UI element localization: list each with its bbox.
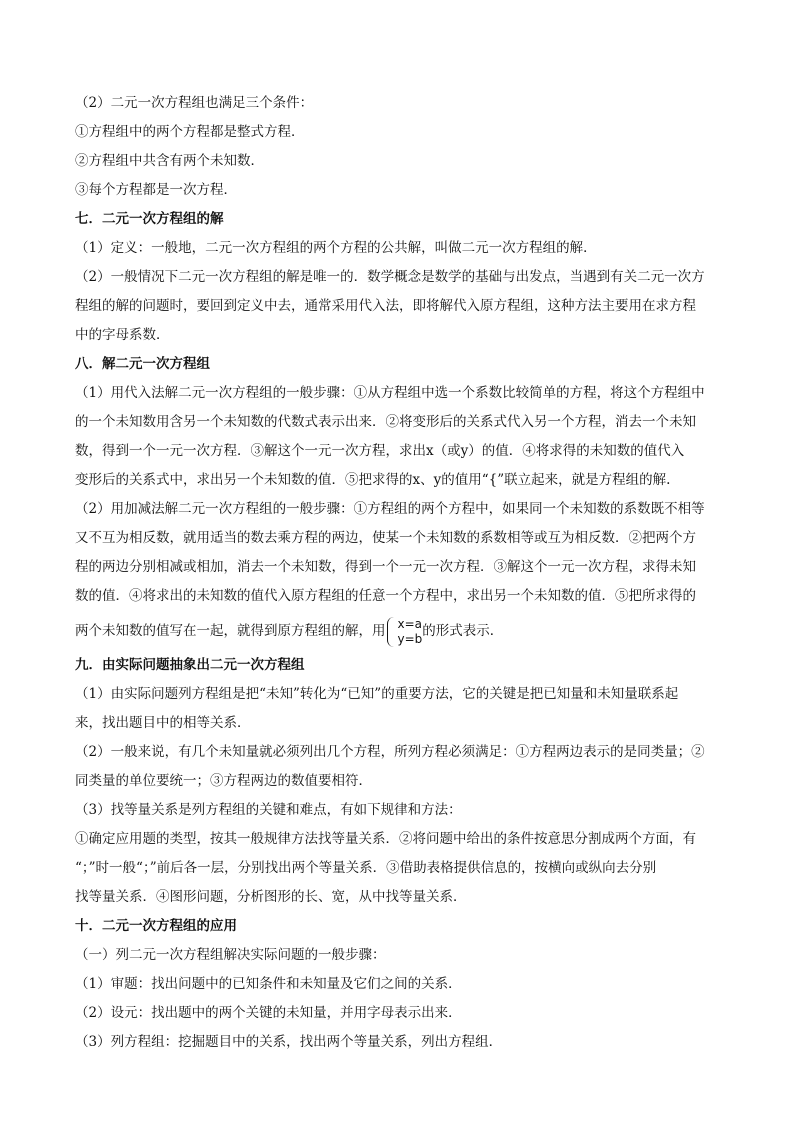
formula-line	[75, 611, 725, 651]
paragraph-line: 同类量的单位要统一；③方程两边的数值要相符．	[75, 773, 372, 789]
paragraph-line: （1）由实际问题列方程组是把“未知”转化为“已知”的重要方法，它的关键是把已知量和未知量联系起	[75, 686, 679, 702]
paragraph-line: （2）一般来说，有几个未知量就必须列出几个方程，所列方程必须满足：①方程两边表示的是同类量；②	[75, 744, 705, 760]
section-heading-9: 九．由实际问题抽象出二元一次方程组	[75, 657, 305, 673]
paragraph-line: 变形后的关系式中，求出另一个未知数的值．⑤把求得的x、y的值用“{”联立起来，就是方程组的解.	[75, 472, 671, 488]
paragraph-line: （1）定义：一般地，二元一次方程组的两个方程的公共解，叫做二元一次方程组的解．	[75, 240, 597, 256]
paragraph-line: ①确定应用题的类型，按其一般规律方法找等量关系．②将问题中给出的条件按意思分割成两个方面，有	[75, 831, 696, 847]
paragraph-line: （3）列方程组：挖掘题目中的关系，找出两个等量关系，列出方程组．	[75, 1034, 503, 1050]
paragraph-line: （2）一般情况下二元一次方程组的解是唯一的．数学概念是数学的基础与出发点，当遇到有关二元一次方	[75, 269, 705, 285]
section-heading-10: 十．二元一次方程组的应用	[75, 918, 237, 934]
paragraph-line: 又不互为相反数，就用适当的数去乘方程的两边，使某一个未知数的系数相等或互为相反数．②把两个方	[75, 530, 696, 546]
paragraph-line: 程组的解的问题时，要回到定义中去，通常采用代入法，即将解代入原方程组，这种方法主要用在求方程	[75, 298, 696, 314]
paragraph-line: （2）设元：找出题中的两个关键的未知量，并用字母表示出来．	[75, 1005, 462, 1021]
document-body	[75, 89, 725, 1057]
paragraph-line: 数的值．④将求出的未知数的值代入原方程组的任意一个方程中，求出另一个未知数的值．⑤把所求得的	[75, 588, 696, 604]
paragraph-line: 中的字母系数．	[75, 327, 170, 343]
paragraph-line: ②方程组中共含有两个未知数．	[75, 153, 264, 169]
paragraph-line: 程的两边分别相减或相加，消去一个未知数，得到一个一元一次方程．③解这个一元一次方程，求得未知	[75, 559, 696, 575]
paragraph-line: （1）审题：找出问题中的已知条件和未知量及它们之间的关系．	[75, 976, 462, 992]
paragraph-line: （2）用加减法解二元一次方程组的一般步骤：①方程组的两个方程中，如果同一个未知数的系数既不相等	[75, 501, 705, 517]
paragraph-line: ①方程组中的两个方程都是整式方程．	[75, 124, 305, 140]
paragraph-line: 数，得到一个一元一次方程．③解这个一元一次方程，求出x（或y）的值．④将求得的未知数的值代入	[75, 443, 685, 459]
formula-text-before: 两个未知数的值写在一起，就得到原方程组的解，用	[75, 623, 386, 639]
formula-text-after: 的形式表示．	[422, 623, 504, 639]
paragraph-line: （3）找等量关系是列方程组的关键和难点，有如下规律和方法：	[75, 802, 462, 818]
section-heading-7: 七．二元一次方程组的解	[75, 211, 224, 227]
paragraph-line: 来，找出题目中的相等关系．	[75, 715, 251, 731]
paragraph-line: 找等量关系．④图形问题，分析图形的长、宽，从中找等量关系．	[75, 889, 467, 905]
brace-icon	[387, 617, 395, 647]
paragraph-line: （1）用代入法解二元一次方程组的一般步骤：①从方程组中选一个系数比较简单的方程，将这个方程组中	[75, 385, 705, 401]
equation-system	[386, 617, 423, 647]
paragraph-line: ③每个方程都是一次方程．	[75, 182, 237, 198]
paragraph-line: “；”时一般“；”前后各一层，分别找出两个等量关系．③借助表格提供信息的，按横向或纵向去分别	[75, 860, 657, 876]
equation-row-x: x=a	[397, 616, 423, 631]
equation-row-y: y=b	[397, 631, 423, 646]
section-heading-8: 八．解二元一次方程组	[75, 356, 210, 372]
paragraph-line: 的一个未知数用含另一个未知数的代数式表示出来．②将变形后的关系式代入另一个方程，消去一个未知	[75, 414, 696, 430]
paragraph-line: （一）列二元一次方程组解决实际问题的一般步骤：	[75, 947, 386, 963]
paragraph-line: （2）二元一次方程组也满足三个条件：	[75, 95, 314, 111]
